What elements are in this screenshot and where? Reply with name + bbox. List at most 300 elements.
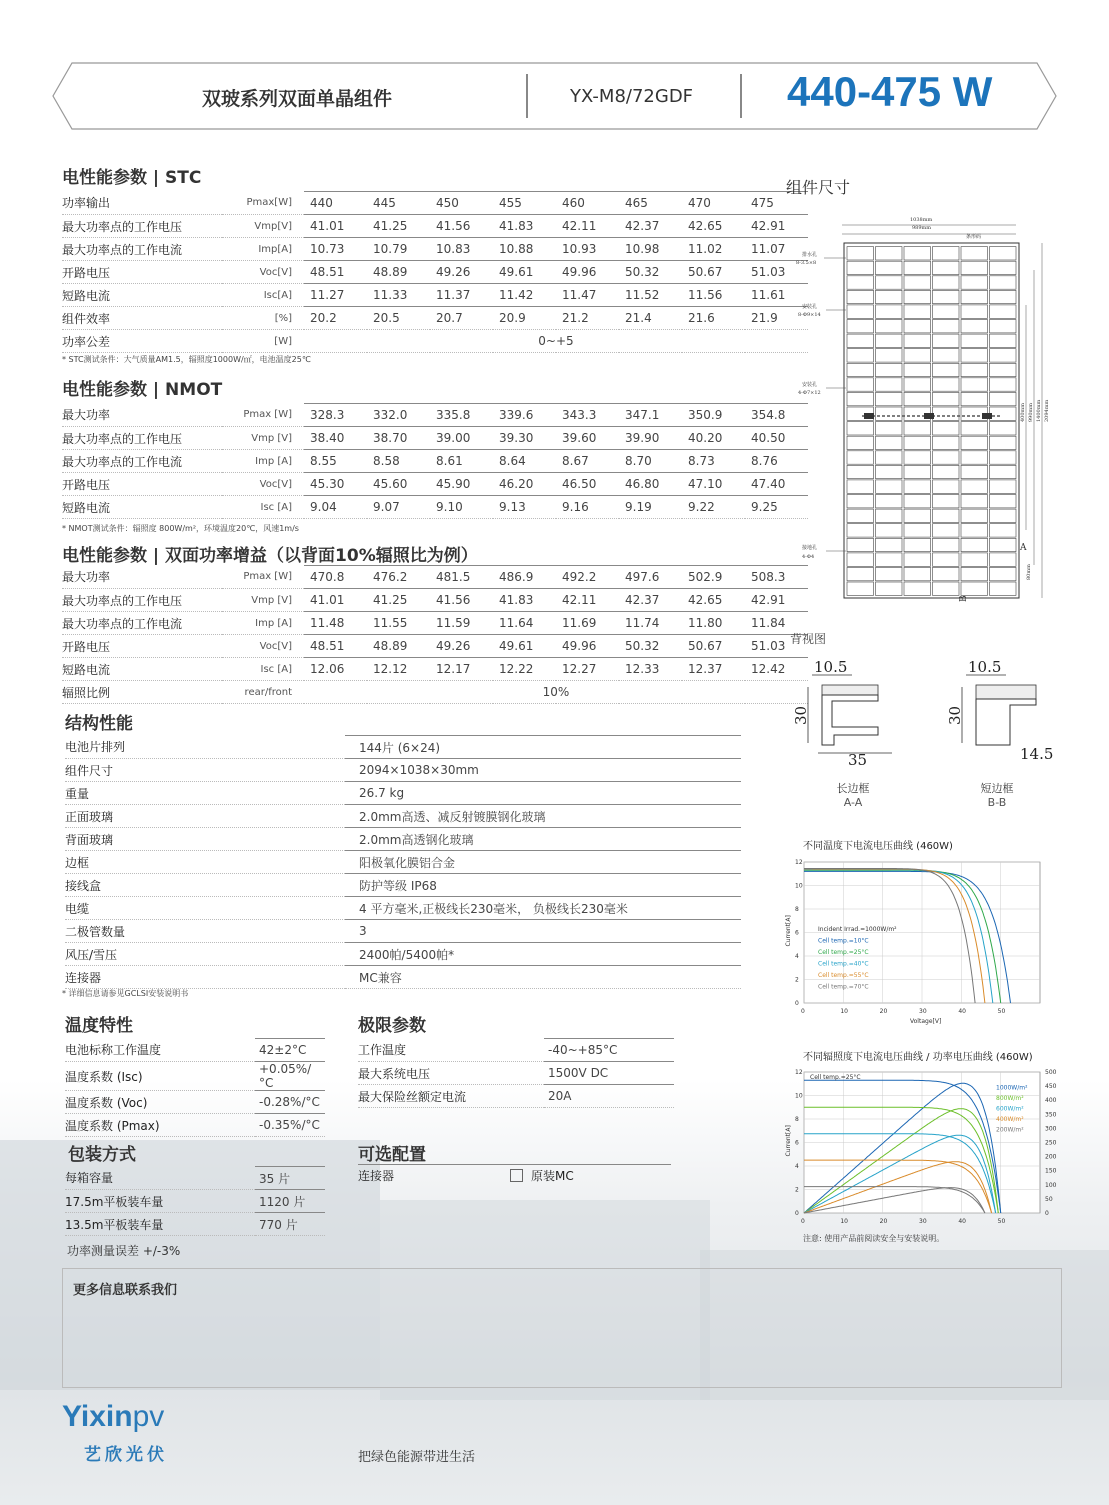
param-value: 41.83: [493, 215, 556, 238]
y-tick-label: 4: [795, 953, 799, 960]
solar-cell: [933, 538, 960, 551]
slogan: 把绿色能源带进生活: [358, 1450, 476, 1465]
short-frame-width-label: 10.5: [968, 658, 1002, 676]
solar-cell: [904, 305, 931, 318]
param-value: 48.51: [304, 635, 367, 658]
param-value: 10%: [304, 681, 808, 704]
barcode-label: 条形码: [966, 234, 982, 240]
param-value: 492.2: [556, 566, 619, 589]
param-value: 42.65: [682, 589, 745, 612]
solar-cell: [904, 422, 931, 435]
param-label: 最大功率: [62, 566, 222, 589]
structure-value: 4 平方毫米,正极线长230毫米， 负极线长230毫米: [345, 897, 741, 920]
param-unit: [W]: [222, 330, 304, 353]
contact-label: 更多信息联系我们: [73, 1283, 178, 1298]
kv-key: 13.5m平板装车量: [65, 1213, 255, 1236]
param-value: 10.88: [493, 238, 556, 261]
solar-cell: [961, 582, 988, 595]
param-unit: Voc[V]: [222, 635, 304, 658]
solar-cell: [876, 436, 903, 449]
solar-cell: [961, 495, 988, 508]
connector-option[interactable]: [510, 1165, 574, 1187]
solar-cell: [990, 436, 1017, 449]
param-value: 440: [304, 192, 367, 215]
kv-value: 1500V DC: [544, 1062, 674, 1085]
param-value: 46.80: [619, 473, 682, 496]
x-tick-label: 20: [879, 1218, 888, 1225]
param-row: [62, 681, 808, 704]
param-value: 40.50: [745, 427, 808, 450]
param-value: 51.03: [745, 635, 808, 658]
solar-cell: [961, 247, 988, 260]
solar-cell: [990, 538, 1017, 551]
solar-cell: [847, 524, 874, 537]
solar-cell: [904, 247, 931, 260]
solar-cell: [904, 509, 931, 522]
solar-cell: [876, 582, 903, 595]
solar-cell: [847, 465, 874, 478]
solar-cell: [961, 261, 988, 274]
param-value: 12.37: [682, 658, 745, 681]
y2-tick-label: 200: [1045, 1153, 1057, 1161]
y-tick-label: 10: [795, 882, 803, 890]
structure-key: 连接器: [65, 966, 345, 989]
solar-cell: [847, 451, 874, 464]
nmot-title: 电性能参数 | NMOT: [62, 380, 223, 400]
solar-cell: [990, 247, 1017, 260]
solar-cell: [961, 334, 988, 347]
kv-key: 最大系统电压: [358, 1062, 544, 1085]
solar-cell: [876, 290, 903, 303]
long-frame-name: 长边框: [836, 782, 870, 795]
solar-cell: [990, 276, 1017, 289]
param-value: 9.25: [745, 496, 808, 519]
param-label: 功率输出: [62, 192, 222, 215]
solar-cell: [990, 378, 1017, 391]
solar-cell: [961, 276, 988, 289]
param-row: [62, 658, 808, 681]
solar-cell: [876, 247, 903, 260]
param-value: 50.67: [682, 261, 745, 284]
iv-temp-chart-title: 不同温度下电流电压曲线 (460W): [803, 841, 953, 852]
param-value: 20.7: [430, 307, 493, 330]
param-value: 49.96: [556, 261, 619, 284]
param-value: 10.73: [304, 238, 367, 261]
solar-cell: [847, 349, 874, 362]
solar-cell: [990, 582, 1017, 595]
param-value: 354.8: [745, 404, 808, 427]
structure-key: 重量: [65, 782, 345, 805]
structure-value: 144片 (6×24): [345, 736, 741, 759]
solar-cell: [933, 495, 960, 508]
kv-row: [65, 1167, 325, 1190]
solar-cell: [990, 290, 1017, 303]
solar-cell: [876, 349, 903, 362]
solar-cell: [961, 422, 988, 435]
solar-cell: [933, 276, 960, 289]
structure-value: 26.7 kg: [345, 782, 741, 805]
structure-key: 正面玻璃: [65, 805, 345, 828]
param-row: [62, 215, 808, 238]
solar-cell: [847, 567, 874, 580]
short-frame-depth-label: 14.5: [1020, 745, 1054, 763]
structure-key: 边框: [65, 851, 345, 874]
param-value: 11.80: [682, 612, 745, 635]
solar-cell: [990, 480, 1017, 493]
param-value: 11.56: [682, 284, 745, 307]
solar-cell: [847, 276, 874, 289]
solar-cell: [933, 349, 960, 362]
param-value: 8.70: [619, 450, 682, 473]
solar-cell: [933, 451, 960, 464]
param-value: 9.07: [367, 496, 430, 519]
kv-value: 770 片: [255, 1213, 325, 1236]
kv-row: [358, 1085, 674, 1108]
solar-cell: [990, 509, 1017, 522]
param-value: 8.73: [682, 450, 745, 473]
solar-cell: [904, 524, 931, 537]
structure-key: 电缆: [65, 897, 345, 920]
param-value: 46.50: [556, 473, 619, 496]
y-tick-label: 6: [795, 1139, 799, 1147]
short-frame-height-label: 30: [946, 705, 964, 725]
solar-cell: [933, 480, 960, 493]
x-tick-label: 30: [919, 1008, 927, 1015]
y2-tick-label: 50: [1045, 1195, 1053, 1203]
nmot-note: * NMOT测试条件：辐照度 800W/m²，环境温度20℃，风速1m/s: [62, 524, 299, 533]
param-value: 11.07: [745, 238, 808, 261]
param-value: 49.26: [430, 261, 493, 284]
param-value: 9.10: [430, 496, 493, 519]
param-value: 0~+5: [304, 330, 808, 353]
param-unit: Voc[V]: [222, 261, 304, 284]
param-label: 功率公差: [62, 330, 222, 353]
solar-cell: [847, 363, 874, 376]
long-frame-width-label: 10.5: [814, 658, 848, 676]
section-a-marker: A: [1020, 543, 1027, 553]
param-value: 21.9: [745, 307, 808, 330]
solar-cell: [961, 436, 988, 449]
param-row: [62, 496, 808, 519]
structure-row: [65, 920, 741, 943]
solar-cell: [961, 451, 988, 464]
kv-value: 35 片: [255, 1167, 325, 1190]
solar-cell: [904, 495, 931, 508]
param-value: 12.22: [493, 658, 556, 681]
kv-row: [65, 1190, 325, 1213]
solar-cell: [847, 334, 874, 347]
solar-cell: [876, 378, 903, 391]
param-label: 最大功率点的工作电流: [62, 238, 222, 261]
solar-cell: [904, 582, 931, 595]
legend-header: Incident Irrad.=1000W/m²: [818, 926, 897, 933]
param-value: 8.64: [493, 450, 556, 473]
param-value: 39.90: [619, 427, 682, 450]
param-value: 12.17: [430, 658, 493, 681]
solar-cell: [904, 276, 931, 289]
solar-cell: [904, 553, 931, 566]
param-value: 46.20: [493, 473, 556, 496]
param-value: 11.55: [367, 612, 430, 635]
brand-logo: [62, 1400, 168, 1465]
param-value: 8.55: [304, 450, 367, 473]
solar-cell: [990, 305, 1017, 318]
mount-hole-2-label: 安装孔: [802, 382, 818, 388]
solar-cell: [933, 363, 960, 376]
solar-cell: [847, 392, 874, 405]
solar-cell: [990, 407, 1017, 420]
param-unit: Pmax [W]: [222, 566, 304, 589]
solar-cell: [847, 582, 874, 595]
y2-tick-label: 500: [1045, 1069, 1057, 1076]
param-value: 508.3: [745, 566, 808, 589]
nmot-table: [62, 403, 808, 519]
param-value: 41.01: [304, 589, 367, 612]
param-value: 476.2: [367, 566, 430, 589]
solar-cell: [904, 261, 931, 274]
param-value: 20.9: [493, 307, 556, 330]
param-value: 481.5: [430, 566, 493, 589]
param-label: 最大功率: [62, 404, 222, 427]
solar-cell: [876, 334, 903, 347]
param-value: 38.40: [304, 427, 367, 450]
temperature-title: 温度特性: [65, 1016, 133, 1036]
param-value: 455: [493, 192, 556, 215]
solar-cell: [990, 349, 1017, 362]
param-unit: [%]: [222, 307, 304, 330]
solar-cell: [876, 495, 903, 508]
solar-cell: [904, 290, 931, 303]
param-value: 11.52: [619, 284, 682, 307]
solar-cell: [961, 480, 988, 493]
kv-key: 温度系数 (Isc): [65, 1062, 255, 1091]
param-value: 350.9: [682, 404, 745, 427]
kv-value: -0.28%/°C: [255, 1091, 325, 1114]
solar-cell: [990, 363, 1017, 376]
solar-cell: [961, 378, 988, 391]
param-value: 41.25: [367, 589, 430, 612]
structure-row: [65, 736, 741, 759]
solar-cell: [961, 363, 988, 376]
drain-hole-spec: 8-3.5×8: [796, 260, 817, 266]
solar-cell: [904, 451, 931, 464]
kv-key: 温度系数 (Pmax): [65, 1114, 255, 1137]
param-value: 21.2: [556, 307, 619, 330]
param-value: 332.0: [367, 404, 430, 427]
solar-cell: [990, 261, 1017, 274]
param-row: [62, 473, 808, 496]
iv-irradiance-chart-title: 不同辐照度下电流电压曲线 / 功率电压曲线 (460W): [803, 1052, 1033, 1063]
solar-cell: [990, 392, 1017, 405]
param-value: 11.47: [556, 284, 619, 307]
y-tick-label: 10: [795, 1092, 803, 1100]
param-value: 445: [367, 192, 430, 215]
limits-title: 极限参数: [358, 1016, 426, 1036]
param-value: 10.93: [556, 238, 619, 261]
checkbox-icon[interactable]: [510, 1169, 523, 1182]
param-value: 11.48: [304, 612, 367, 635]
width-outer-label: 1038mm: [910, 217, 933, 223]
param-unit: Imp[A]: [222, 238, 304, 261]
solar-cell: [847, 495, 874, 508]
solar-cell: [961, 465, 988, 478]
solar-cell: [847, 553, 874, 566]
solar-cell: [933, 261, 960, 274]
power-range: 440-475 W: [787, 68, 993, 115]
param-row: [62, 589, 808, 612]
solar-cell: [904, 465, 931, 478]
solar-cell: [876, 392, 903, 405]
param-value: 11.61: [745, 284, 808, 307]
param-unit: rear/front: [222, 681, 304, 704]
param-value: 475: [745, 192, 808, 215]
solar-cell: [961, 305, 988, 318]
structure-row: [65, 897, 741, 920]
structure-row: [65, 805, 741, 828]
solar-cell: [847, 422, 874, 435]
param-value: 48.89: [367, 635, 430, 658]
y2-tick-label: 450: [1045, 1083, 1057, 1091]
param-value: 347.1: [619, 404, 682, 427]
short-frame-name: 短边框: [980, 782, 1014, 795]
solar-cell: [847, 247, 874, 260]
legend-item: 400W/m²: [996, 1116, 1024, 1123]
solar-cell: [904, 567, 931, 580]
options-key: 连接器: [358, 1169, 395, 1183]
solar-cell: [933, 524, 960, 537]
solar-cell: [876, 276, 903, 289]
solar-cell: [876, 320, 903, 333]
y-axis-label: Current[A]: [785, 915, 792, 947]
param-label: 最大功率点的工作电压: [62, 215, 222, 238]
x-tick-label: 20: [879, 1008, 888, 1015]
param-row: [62, 612, 808, 635]
solar-cell: [961, 392, 988, 405]
solar-cell: [933, 567, 960, 580]
param-row: [62, 635, 808, 658]
structure-value: MC兼容: [345, 966, 741, 989]
param-value: 41.56: [430, 589, 493, 612]
solar-cell: [990, 553, 1017, 566]
param-value: 12.12: [367, 658, 430, 681]
param-value: 339.6: [493, 404, 556, 427]
solar-cell: [933, 392, 960, 405]
structure-row: [65, 828, 741, 851]
kv-row: [358, 1039, 674, 1062]
param-value: 50.32: [619, 261, 682, 284]
packing-title: 包装方式: [68, 1145, 136, 1165]
param-value: 486.9: [493, 566, 556, 589]
param-value: 11.02: [682, 238, 745, 261]
stc-title: 电性能参数 | STC: [62, 168, 202, 188]
param-unit: Imp [A]: [222, 612, 304, 635]
temperature-table: [65, 1038, 325, 1137]
param-unit: Pmax[W]: [222, 192, 304, 215]
structure-value: 防护等级 IP68: [345, 874, 741, 897]
param-value: 51.03: [745, 261, 808, 284]
ground-hole-label: 接地孔: [802, 545, 818, 551]
kv-key: 温度系数 (Voc): [65, 1091, 255, 1114]
kv-value: 1120 片: [255, 1190, 325, 1213]
solar-cell: [876, 480, 903, 493]
x-tick-label: 40: [958, 1008, 966, 1015]
solar-cell: [904, 378, 931, 391]
y-tick-label: 4: [795, 1163, 799, 1170]
param-value: 42.37: [619, 215, 682, 238]
param-value: 47.10: [682, 473, 745, 496]
kv-value: 20A: [544, 1085, 674, 1108]
solar-cell: [933, 422, 960, 435]
long-frame-depth-label: 35: [848, 751, 868, 769]
param-value: 12.06: [304, 658, 367, 681]
y2-tick-label: 250: [1045, 1139, 1057, 1147]
y-tick-label: 8: [795, 906, 799, 913]
solar-cell: [961, 524, 988, 537]
param-row: [62, 192, 808, 215]
solar-cell: [876, 509, 903, 522]
solar-cell: [904, 436, 931, 449]
param-unit: Isc [A]: [222, 496, 304, 519]
solar-cell: [904, 349, 931, 362]
solar-cell: [990, 495, 1017, 508]
solar-cell: [990, 465, 1017, 478]
brand-name: Yixin: [62, 1400, 133, 1433]
param-value: 11.59: [430, 612, 493, 635]
options-title: 可选配置: [358, 1145, 426, 1165]
param-label: 开路电压: [62, 635, 222, 658]
solar-cell: [990, 567, 1017, 580]
kv-row: [65, 1213, 325, 1236]
param-row: [62, 404, 808, 427]
param-value: 49.61: [493, 261, 556, 284]
param-value: 50.67: [682, 635, 745, 658]
solar-cell: [847, 378, 874, 391]
options-value: 原装MC: [531, 1169, 574, 1183]
solar-cell: [876, 363, 903, 376]
param-label: 最大功率点的工作电压: [62, 589, 222, 612]
structure-row: [65, 966, 741, 989]
param-label: 辐照比例: [62, 681, 222, 704]
legend-header: Cell temp.=25°C: [810, 1074, 861, 1081]
param-value: 42.11: [556, 589, 619, 612]
solar-cell: [876, 553, 903, 566]
solar-cell: [904, 320, 931, 333]
kv-row: [65, 1039, 325, 1062]
height-2-label: 990mm: [1028, 402, 1034, 422]
param-label: 开路电压: [62, 261, 222, 284]
dimension-title: 组件尺寸: [786, 178, 851, 197]
param-value: 10.98: [619, 238, 682, 261]
param-unit: Pmax [W]: [222, 404, 304, 427]
structure-row: [65, 782, 741, 805]
solar-cell: [933, 553, 960, 566]
solar-cell: [876, 465, 903, 478]
structure-note: * 详细信息请参见GCLSI安装说明书: [62, 989, 189, 998]
frame-section-drawing: [786, 655, 1086, 775]
param-label: 组件效率: [62, 307, 222, 330]
param-value: 42.91: [745, 589, 808, 612]
solar-cell: [933, 407, 960, 420]
kv-value: -40~+85°C: [544, 1039, 674, 1062]
bifacial-title: 电性能参数 | 双面功率增益（以背面10%辐照比为例）: [62, 546, 478, 566]
section-b-marker: B: [959, 595, 969, 602]
legend-item: Cell temp.=10°C: [818, 937, 869, 945]
param-unit: Voc[V]: [222, 473, 304, 496]
solar-cell: [904, 392, 931, 405]
param-value: 38.70: [367, 427, 430, 450]
param-value: 11.64: [493, 612, 556, 635]
param-unit: Vmp [V]: [222, 589, 304, 612]
